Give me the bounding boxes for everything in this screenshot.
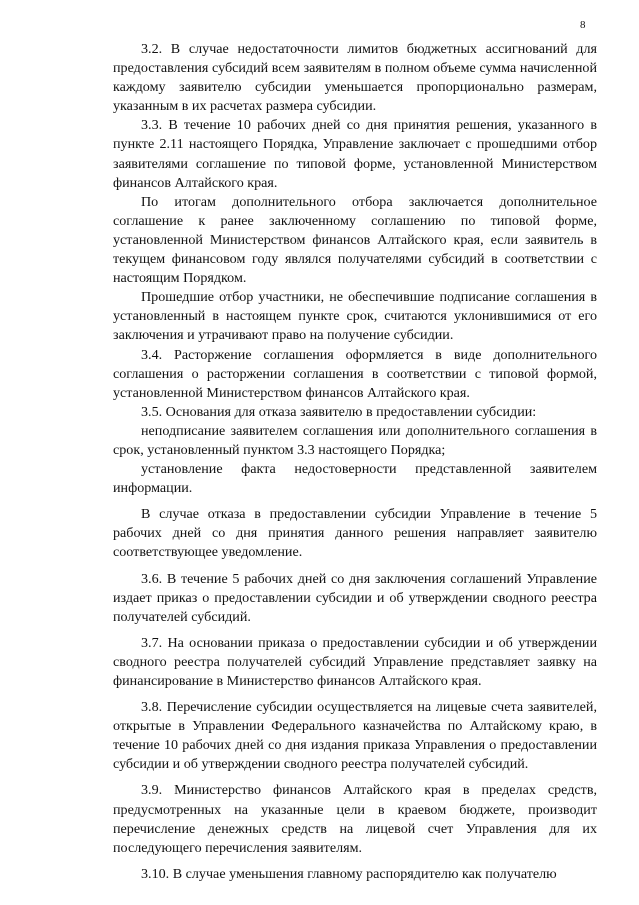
page-number: 8	[580, 19, 586, 31]
paragraph: 3.3. В течение 10 рабочих дней со дня принятия решения, указанного в пункте 2.11 настоящего Порядка, Управление заключает с прошедшими отбор заявителями соглашение по типовой форме, установленной Министерством финансов Алтайского края.	[113, 117, 597, 191]
paragraph: 3.6. В течение 5 рабочих дней со дня заключения соглашений Управление издает приказ о предоставлении субсидии и об утверждении сводного реестра получателей субсидий.	[113, 570, 597, 625]
document-body	[113, 40, 597, 884]
paragraph: 3.2. В случае недостаточности лимитов бюджетных ассигнований для предоставления субсидий всем заявителям в полном объеме сумма начисленной каждому заявителю субсидии уменьшается пропорционально размерам, указанным в их расчетах размера субсидии.	[113, 41, 597, 115]
paragraph: 3.7. На основании приказа о предоставлении субсидии и об утверждении сводного реестра получателей субсидий Управление представляет заявку на финансирование в Министерство финансов Алтайского края.	[113, 634, 597, 689]
paragraph: установление факта недостоверности представленной заявителем информации.	[113, 461, 597, 497]
paragraph: 3.8. Перечисление субсидии осуществляется на лицевые счета заявителей, открытые в Управлении Федерального казначейства по Алтайскому краю, в течение 10 рабочих дней со дня издания приказа Управления о предоставлении субсидии и об утверждении сводного реестра получателей субсидий.	[113, 699, 597, 773]
paragraph: 3.4. Расторжение соглашения оформляется в виде дополнительного соглашения о расторжении соглашения в соответствии с типовой формой, установленной Министерством финансов Алтайского края.	[113, 346, 597, 401]
paragraph: Прошедшие отбор участники, не обеспечившие подписание соглашения в установленный в настоящем пункте срок, считаются уклонившимися от его заключения и утрачивают право на получение субсидии.	[113, 289, 597, 344]
paragraph: 3.9. Министерство финансов Алтайского края в пределах средств, предусмотренных на указанные цели в краевом бюджете, производит перечисление денежных средств на лицевой счет Управления для их последующего перечисления заявителям.	[113, 782, 597, 856]
paragraph: По итогам дополнительного отбора заключается дополнительное соглашение к ранее заключенному соглашению по типовой форме, установленной Министерством финансов Алтайского края, если заявитель в текущем финансовом году являлся получателями субсидий в соответствии с настоящим Порядком.	[113, 193, 597, 287]
paragraph: неподписание заявителем соглашения или дополнительного соглашения в срок, установленный пунктом 3.3 настоящего Порядка;	[113, 422, 597, 458]
paragraph: 3.10. В случае уменьшения главному распорядителю как получателю	[141, 865, 557, 882]
paragraph: 3.5. Основания для отказа заявителю в предоставлении субсидии:	[141, 403, 537, 420]
paragraph: В случае отказа в предоставлении субсидии Управление в течение 5 рабочих дней со дня принятия данного решения направляет заявителю соответствующее уведомление.	[113, 506, 597, 561]
